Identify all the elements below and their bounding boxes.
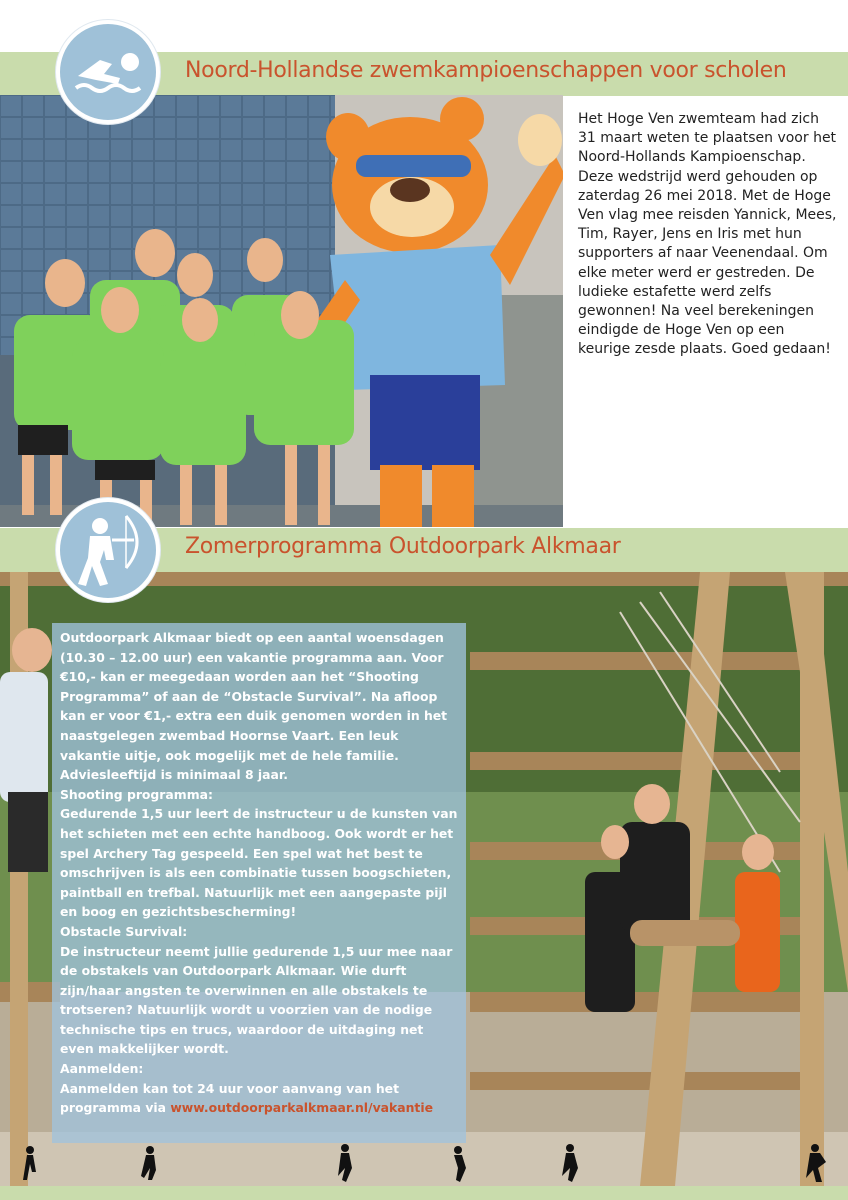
shooting-heading: Shooting programma: (60, 786, 213, 802)
silhouette-icon (141, 1146, 156, 1180)
silhouette-icon (338, 1144, 352, 1182)
bottom-band (0, 1186, 848, 1200)
silhouette-icon (562, 1144, 578, 1182)
register-link[interactable]: www.outdoorparkalkmaar.nl/vakantie (170, 1100, 434, 1116)
obstacle-body: De instructeur neemt jullie gedurende 1,5 uur mee naar de obstakels van Outdoorpark Alkmaar. Wie durft zijn/haar angsten te overwinnen en alle obstakels te trotseren? Natuurlijk wordt u voorzien van de nodige technische tips en trucs, waardoor de uitdaging net even makkelijker wordt. (60, 943, 453, 1057)
silhouette-icon (23, 1146, 36, 1180)
section2-title: Zomerprogramma Outdoorpark Alkmaar (185, 534, 621, 559)
sports-silhouettes-strip (0, 1138, 848, 1186)
swimmer-icon (60, 24, 156, 120)
silhouette-icon (806, 1144, 826, 1182)
register-body: Aanmelden kan tot 24 uur voor aanvang van het programma via (60, 1080, 400, 1116)
section2-intro: Outdoorpark Alkmaar biedt op een aantal woensdagen (10.30 – 12.00 uur) een vakantie programma aan. Voor €10,- kan er meegedaan worden aan het “Shooting Programma” of aan de “Obstacle Survival”. Na afloop kan er voor €1,- extra een duik genomen worden in het naastgelegen zwembad Hoornse Vaart. Een leuk vakantie uitje, ook mogelijk met de hele familie. Adviesleeftijd is minimaal 8 jaar. (60, 630, 448, 783)
swim-team-photo (0, 95, 563, 527)
archer-icon (60, 502, 156, 598)
archer-badge (56, 498, 160, 602)
obstacle-heading: Obstacle Survival: (60, 923, 188, 939)
silhouette-icon (454, 1146, 466, 1182)
section1-body: Het Hoge Ven zwemteam had zich 31 maart weten te plaatsen voor het Noord-Hollands Kampioenschap. Deze wedstrijd werd gehouden op zaterdag 26 mei 2018. Met de Hoge Ven vlag mee reisden Yannick, Mees, Tim, Rayer, Jens en Iris met hun supporters af naar Veenendaal. Om elke meter werd er gestreden. De ludieke estafette werd zelfs gewonnen! Na veel berekeningen eindigde de Hoge Ven op een keurige zesde plaats. Goed gedaan! (578, 111, 837, 358)
section1-title: Noord-Hollandse zwemkampioenschappen voor scholen (185, 58, 787, 83)
swimmer-badge (56, 20, 160, 124)
section2-body (60, 628, 460, 1118)
shooting-body: Gedurende 1,5 uur leert de instructeur u de kunsten van het schieten met een echte handboog. Ook wordt er het spel Archery Tag gespeeld. Een spel wat het best te omschrijven is als een combinatie tussen boogschieten, paintball en trefbal. Natuurlijk met een aangepaste pijl en boog en gezichtsbescherming! (60, 806, 458, 920)
register-paragraph (60, 1079, 460, 1118)
register-heading: Aanmelden: (60, 1061, 144, 1077)
